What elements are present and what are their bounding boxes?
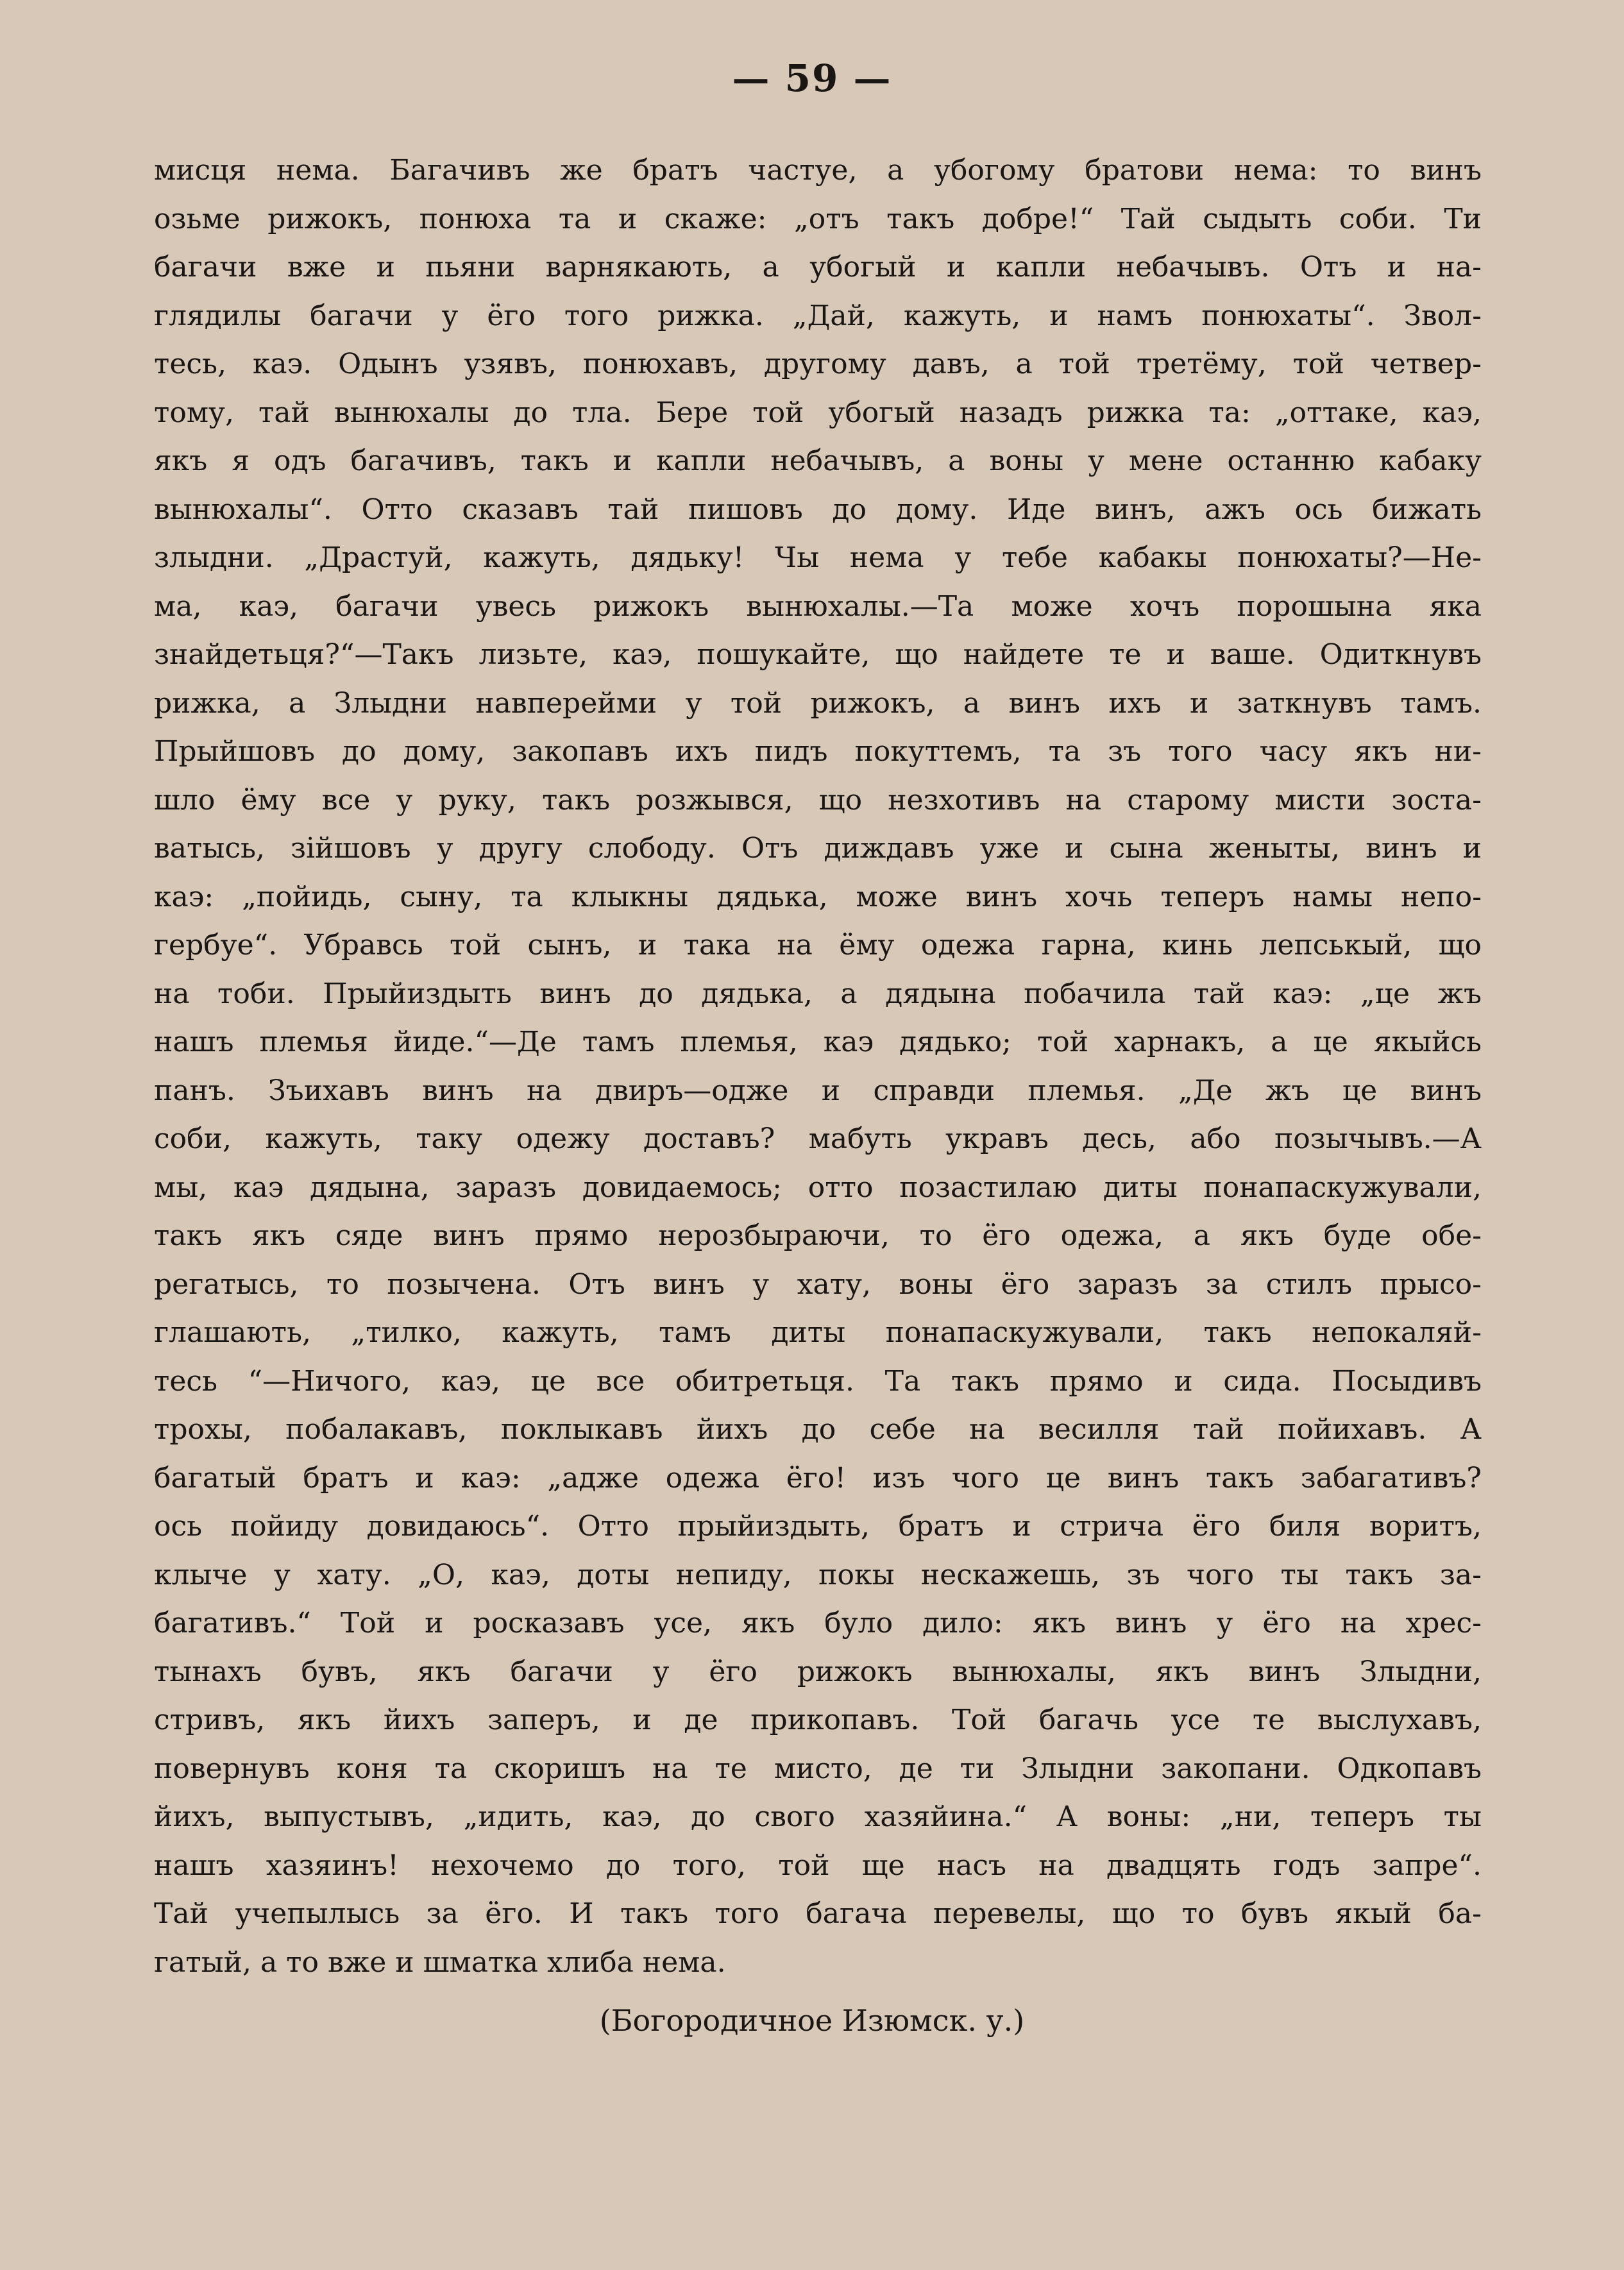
text-line: соби, кажуть, таку одежу доставъ? мабуть укравъ десь, або позычывъ.—А	[154, 1122, 1482, 1155]
text-line: нашъ племья йиде.“—Де тамъ племья, каэ дядько; той харнакъ, а це якыйсь	[154, 1026, 1482, 1058]
text-line: глашають, „тилко, кажуть, тамъ диты понапаскужували, такъ непокаляй-	[154, 1316, 1482, 1349]
text-line: багачи вже и пьяни варнякають, а убогый и капли небачывъ. Отъ и на-	[154, 251, 1482, 284]
text-line: тому, тай вынюхалы до тла. Бере той убогый назадъ рижка та: „оттаке, каэ,	[154, 396, 1482, 429]
text-line: каэ: „пойидь, сыну, та клыкны дядька, може винъ хочь теперъ намы непо-	[154, 880, 1482, 913]
text-line: тынахъ бувъ, якъ багачи у ёго рижокъ вынюхалы, якъ винъ Злыдни,	[154, 1655, 1482, 1688]
text-line: мисця нема. Багачивъ же братъ частуе, а убогому братови нема: то винъ	[154, 154, 1482, 187]
text-line: злыдни. „Драстуй, кажуть, дядьку! Чы нема у тебе кабакы понюхаты?—Не-	[154, 541, 1482, 574]
text-line: тесь, каэ. Одынъ узявъ, понюхавъ, другому давъ, а той третёму, той четвер-	[154, 348, 1482, 380]
text-line-last: гатый, а то вже и шматка хлиба нема.	[154, 1945, 726, 1979]
text-line: повернувъ коня та скоришъ на те мисто, де ти Злыдни закопани. Одкопавъ	[154, 1752, 1482, 1785]
text-line: панъ. Зъихавъ винъ на двиръ—одже и справди племья. „Де жъ це винъ	[154, 1074, 1482, 1107]
source-attribution: (Богородичное Изюмск. у.)	[599, 2003, 1025, 2038]
text-line: регатысь, то позычена. Отъ винъ у хату, воны ёго заразъ за стилъ прысо-	[154, 1267, 1482, 1301]
text-line: клыче у хату. „О, каэ, доты непиду, покы нескажешь, зъ чого ты такъ за-	[154, 1558, 1482, 1591]
text-line: ма, каэ, багачи увесь рижокъ вынюхалы.—Та може хочъ порошына яка	[154, 589, 1482, 623]
text-line: шло ёму все у руку, такъ розжывся, що незхотивъ на старому мисти зоста-	[154, 783, 1482, 817]
text-line: вынюхалы“. Отто сказавъ тай пишовъ до дому. Иде винъ, ажъ ось бижать	[154, 493, 1482, 526]
text-line: гербуе“. Убравсь той сынъ, и така на ёму одежа гарна, кинь лепськый, що	[154, 929, 1482, 961]
text-line: багативъ.“ Той и росказавъ усе, якъ було дило: якъ винъ у ёго на хрес-	[154, 1607, 1482, 1639]
page-number: — 59 —	[732, 56, 892, 100]
text-line: йихъ, выпустывъ, „идить, каэ, до свого хазяйина.“ А воны: „ни, теперъ ты	[154, 1800, 1482, 1833]
text-line: мы, каэ дядына, заразъ довидаемось; отто позастилаю диты понапаскужували,	[154, 1171, 1482, 1204]
text-line: ось пойиду довидаюсь“. Отто прыйиздыть, братъ и стрича ёго биля воритъ,	[154, 1510, 1482, 1543]
text-line: рижка, а Злыдни навперейми у той рижокъ, а винъ ихъ и заткнувъ тамъ.	[154, 686, 1482, 720]
text-line: знайдетьця?“—Такъ лизьте, каэ, пошукайте, що найдете те и ваше. Одиткнувъ	[154, 638, 1482, 671]
text-line: Тай учепылысь за ёго. И такъ того багача перевелы, що то бувъ якый ба-	[154, 1897, 1482, 1930]
text-line: Прыйшовъ до дому, закопавъ ихъ пидъ покуттемъ, та зъ того часу якъ ни-	[154, 735, 1482, 768]
text-line: стривъ, якъ йихъ заперъ, и де прикопавъ. Той багачь усе те выслухавъ,	[154, 1704, 1482, 1736]
text-line: на тоби. Прыйиздыть винъ до дядька, а дядына побачила тай каэ: „це жъ	[154, 977, 1482, 1010]
text-line: багатый братъ и каэ: „адже одежа ёго! изъ чого це винъ такъ забагативъ?	[154, 1461, 1482, 1495]
text-line: якъ я одъ багачивъ, такъ и капли небачывъ, а воны у мене останню кабаку	[154, 445, 1482, 477]
text-line: такъ якъ сяде винъ прямо нерозбыраючи, то ёго одежа, а якъ буде обе-	[154, 1219, 1482, 1252]
text-line: глядилы багачи у ёго того рижка. „Дай, кажуть, и намъ понюхаты“. Звол-	[154, 299, 1482, 332]
text-line: ватысь, зійшовъ у другу слободу. Отъ диждавъ уже и сына женыты, винъ и	[154, 832, 1482, 865]
text-line: озьме рижокъ, понюха та и скаже: „отъ такъ добре!“ Тай сыдыть соби. Ти	[154, 202, 1482, 235]
text-line: трохы, побалакавъ, поклыкавъ йихъ до себе на весилля тай пойихавъ. А	[154, 1413, 1482, 1446]
text-line: тесь “—Ничого, каэ, це все обитретьця. Та такъ прямо и сида. Посыдивъ	[154, 1364, 1482, 1398]
text-line: нашъ хазяинъ! нехочемо до того, той ще насъ на двадцять годъ запре“.	[154, 1849, 1482, 1882]
body-text	[154, 146, 1482, 1986]
